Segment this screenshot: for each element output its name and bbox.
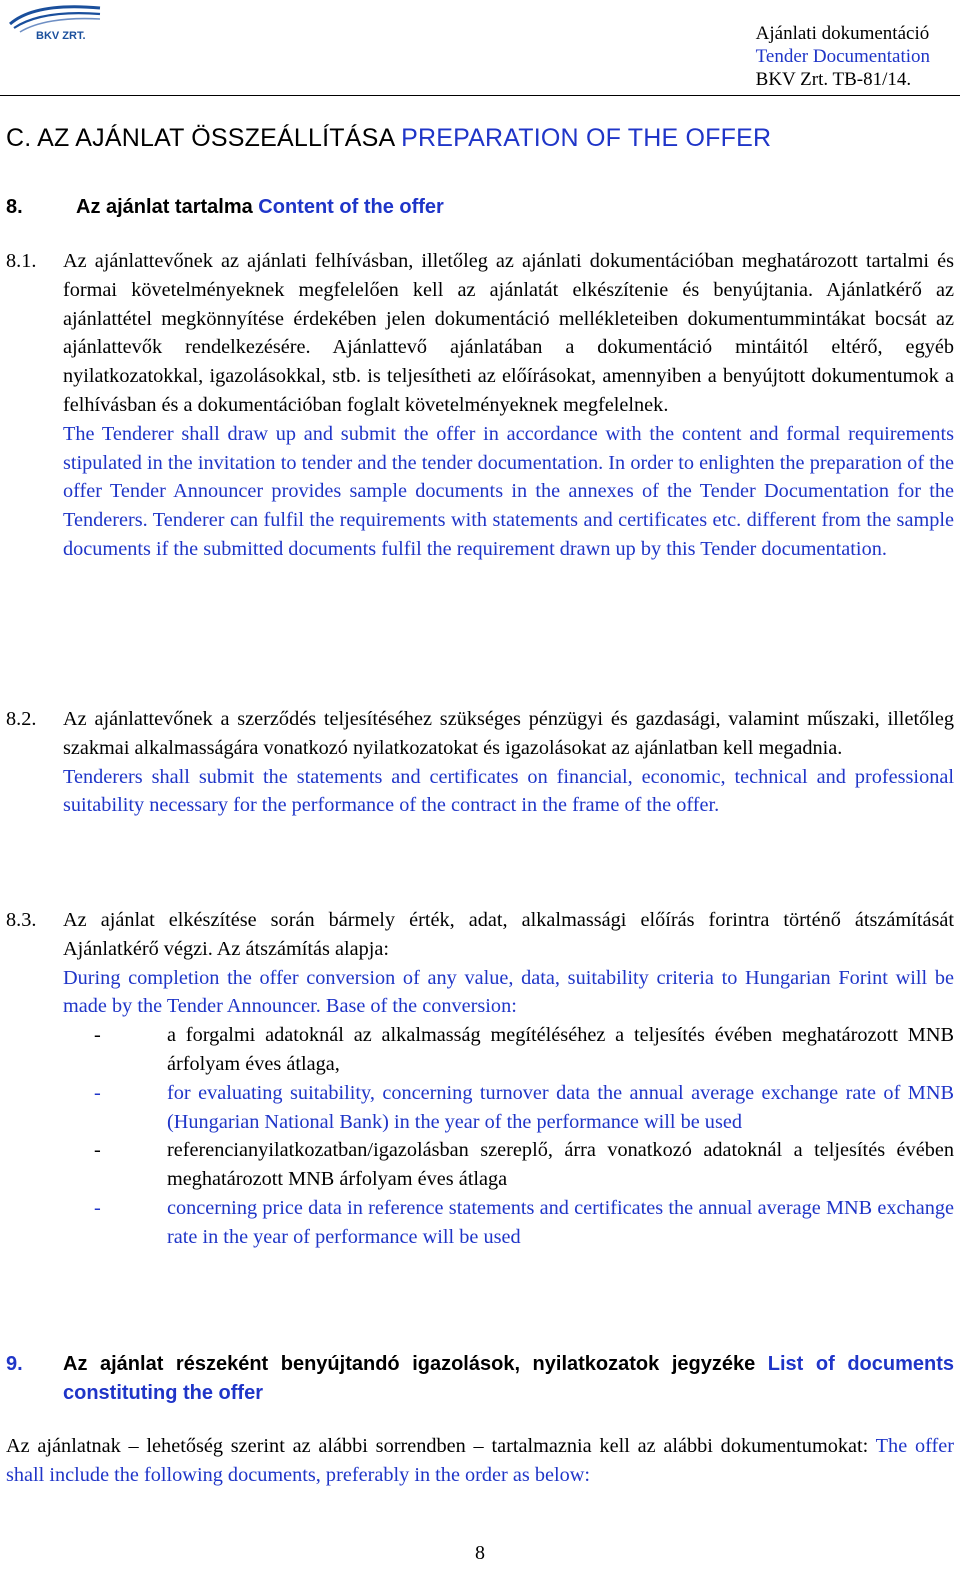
list-intro	[6, 1432, 954, 1490]
list-dash: -	[94, 1196, 101, 1219]
section-8-1-text-hu: Az ajánlattevőnek az ajánlati felhívásban, illetőleg az ajánlati dokumentációban meghatározott tartalmi és formai követelményeknek megfelelően kell az ajánlatát elkészítenie és benyújtania. Ajánlatkérő az ajánlattétel megkönnyítése érdekében jelen dokumentáció mellékleteiben dokumentummintákat bocsát az ajánlattevők rendelkezésére. Ajánlattevő ajánlatában a dokumentáció mintáitól eltérő, egyéb nyilatkozatokkal, igazolásokkal, stb. is teljesítheti az előírásokat, amennyiben a benyújtott dokumentumok a felhívásban és a dokumentációban foglalt követelményeknek megfelelnek.	[63, 250, 954, 416]
section-8-1	[6, 247, 954, 564]
header-info	[756, 22, 930, 91]
bkv-logo	[6, 2, 104, 42]
list-intro-en: The offer shall include the following documents, preferably in the order as below:	[6, 1435, 955, 1486]
section-8-2	[6, 705, 954, 820]
header-line-1: Ajánlati dokumentáció	[755, 23, 930, 44]
header-rule	[0, 95, 960, 96]
list-dash: -	[94, 1024, 101, 1047]
section-8-2-number: 8.2.	[6, 708, 37, 730]
header-line-3: BKV Zrt. TB-81/14.	[755, 69, 912, 90]
list-item-text: a forgalmi adatoknál az alkalmasság megítéléséhez a teljesítés évében meghatározott MNB árfolyam éves átlaga,	[167, 1024, 954, 1075]
section-8-3-number: 8.3.	[6, 909, 37, 931]
list-intro-hu: Az ajánlatnak – lehetőség szerint az alábbi sorrendben – tartalmaznia kell az alábbi dokumentumokat:	[6, 1435, 876, 1457]
chapter-title-hu: C. AZ AJÁNLAT ÖSSZEÁLLÍTÁSA	[6, 124, 402, 152]
list-item-text: for evaluating suitability, concerning turnover data the annual average exchange rate of MNB (Hungarian National Bank) in the year of the performance will be used	[167, 1081, 954, 1133]
section-8-heading	[6, 196, 444, 219]
page-number: 8	[475, 1542, 485, 1564]
section-8-2-text-hu: Az ajánlattevőnek a szerződés teljesítéséhez szükséges pénzügyi és gazdasági, valamint műszaki, illetőleg szakmai alkalmasságára vonatkozó nyilatkozatokat és igazolásokat az ajánlatban kell megadnia.	[63, 708, 954, 759]
section-8-number: 8.	[6, 196, 23, 218]
header-line-2: Tender Documentation	[755, 46, 930, 67]
conversion-list	[6, 1021, 954, 1251]
list-item	[6, 1136, 954, 1194]
section-9-title-hu: Az ajánlat részeként benyújtandó igazolások, nyilatkozatok jegyzéke	[63, 1353, 768, 1375]
section-9-number: 9.	[6, 1353, 23, 1375]
section-9-heading	[6, 1350, 954, 1408]
section-9-title-en: List of documents constituting the offer	[63, 1353, 954, 1404]
chapter-title-en: PREPARATION OF THE OFFER	[401, 124, 772, 152]
section-8-1-text-en: The Tenderer shall draw up and submit the offer in accordance with the content and formal requirements stipulated in the invitation to tender and the tender documentation. In order to enlighten the preparation of the offer Tender Announcer provides sample documents in the annexes of the Tender Documentation for the Tenderers. Tenderer can fulfil the requirements with statements and certificates etc. different from the sample documents if the submitted documents fulfil the requirement drawn up by this Tender documentation.	[63, 422, 954, 560]
logo-text: BKV ZRT.	[36, 30, 86, 42]
list-item-text: concerning price data in reference statements and certificates the annual average MNB exchange rate in the year of performance will be used	[167, 1196, 954, 1248]
list-dash: -	[94, 1081, 101, 1104]
section-8-3-text-hu: Az ajánlat elkészítése során bármely érték, adat, alkalmassági előírás forintra történő átszámítását Ajánlatkérő végzi. Az átszámítás alapja:	[63, 909, 954, 960]
section-8-1-number: 8.1.	[6, 250, 37, 272]
list-item-text: referencianyilatkozatban/igazolásban szereplő, árra vonatkozó adatoknál a teljesítés évében meghatározott MNB árfolyam éves átlaga	[167, 1139, 954, 1191]
section-8-2-text-en: Tenderers shall submit the statements and certificates on financial, economic, technical and professional suitability necessary for the performance of the contract in the frame of the offer.	[63, 765, 954, 817]
page-header	[0, 0, 960, 96]
section-8-3	[6, 906, 954, 1252]
list-dash: -	[94, 1139, 101, 1162]
chapter-title	[6, 124, 771, 153]
section-8-title-en: Content of the offer	[258, 196, 444, 218]
section-8-3-text-en: During completion the offer conversion of any value, data, suitability criteria to Hungarian Forint will be made by the Tender Announcer. Base of the conversion:	[63, 966, 954, 1018]
list-item	[6, 1079, 954, 1137]
section-8-title-hu: Az ajánlat tartalma	[76, 196, 259, 218]
list-item	[6, 1021, 954, 1079]
list-item	[6, 1194, 954, 1252]
